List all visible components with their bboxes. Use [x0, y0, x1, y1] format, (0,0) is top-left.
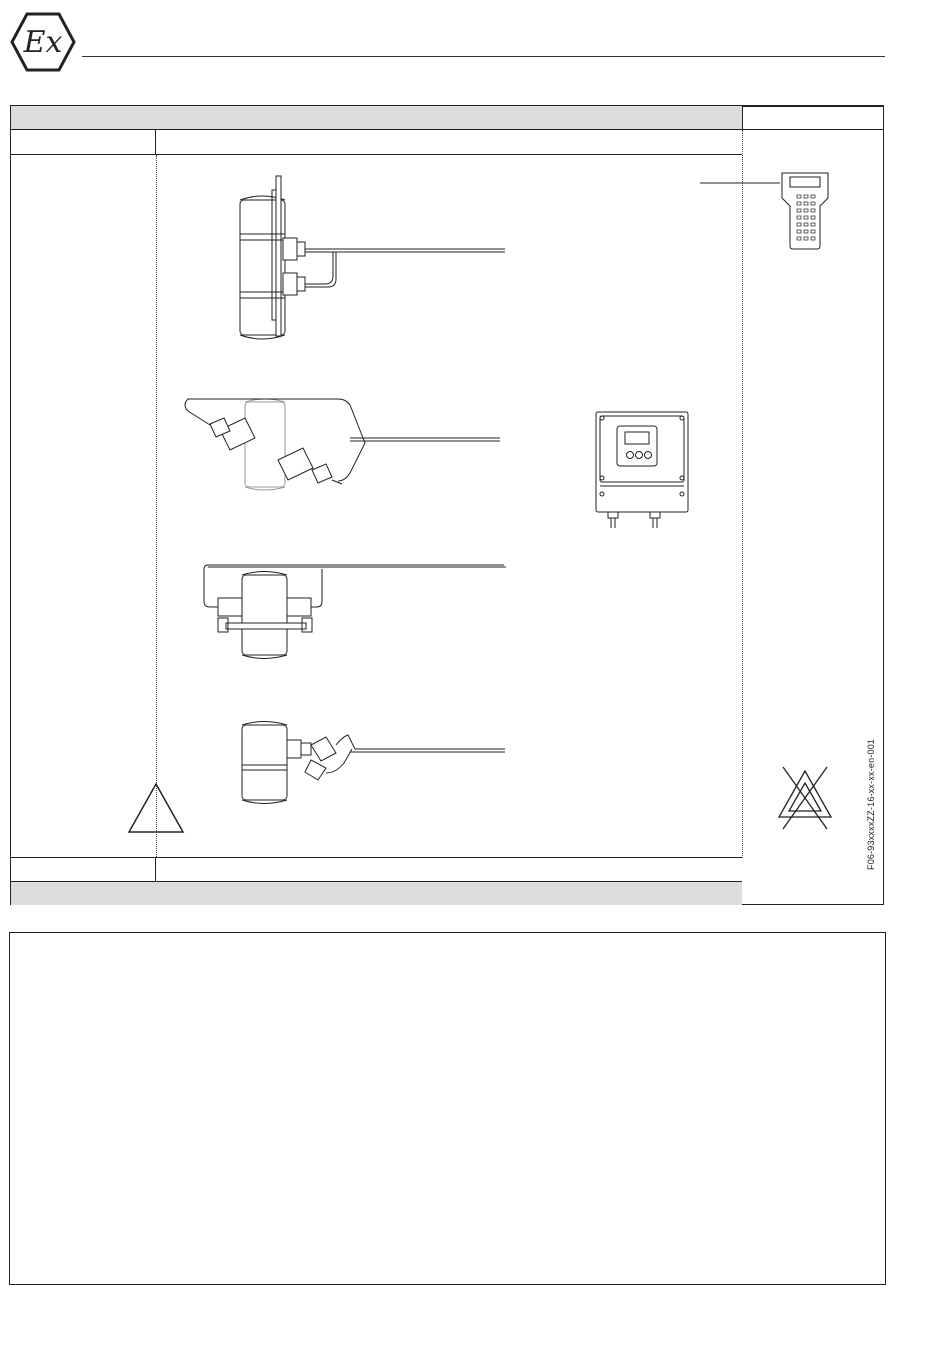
header-band: [11, 106, 742, 130]
ex-logo-label: Ex: [23, 25, 63, 60]
sensor-dual-mount: [204, 565, 506, 659]
figure-id: F06-93xxxxZZ-16-xx-xx-en-001: [866, 738, 876, 870]
no-ex-symbol-icon: [775, 765, 835, 831]
header-rule: [82, 56, 885, 57]
right-column-header: [742, 105, 884, 129]
sensor-rail-mount: [240, 176, 505, 339]
transmitter-housing: [590, 408, 695, 533]
footer-band: [11, 881, 742, 905]
header-row-divider: [11, 154, 742, 155]
zone-boundary-left: [156, 155, 157, 857]
right-header-divider: [742, 129, 884, 130]
header-col-divider: [155, 130, 156, 154]
warning-triangle-icon: [127, 782, 185, 834]
sensor-angled-clamp: [185, 399, 500, 490]
handheld-terminal: [700, 165, 840, 255]
ex-logo: [10, 12, 76, 72]
footer-col-divider: [155, 858, 156, 881]
sensor-y-cable: [242, 722, 505, 804]
footer-row-divider: [11, 857, 742, 858]
notes-box: [9, 932, 886, 1285]
